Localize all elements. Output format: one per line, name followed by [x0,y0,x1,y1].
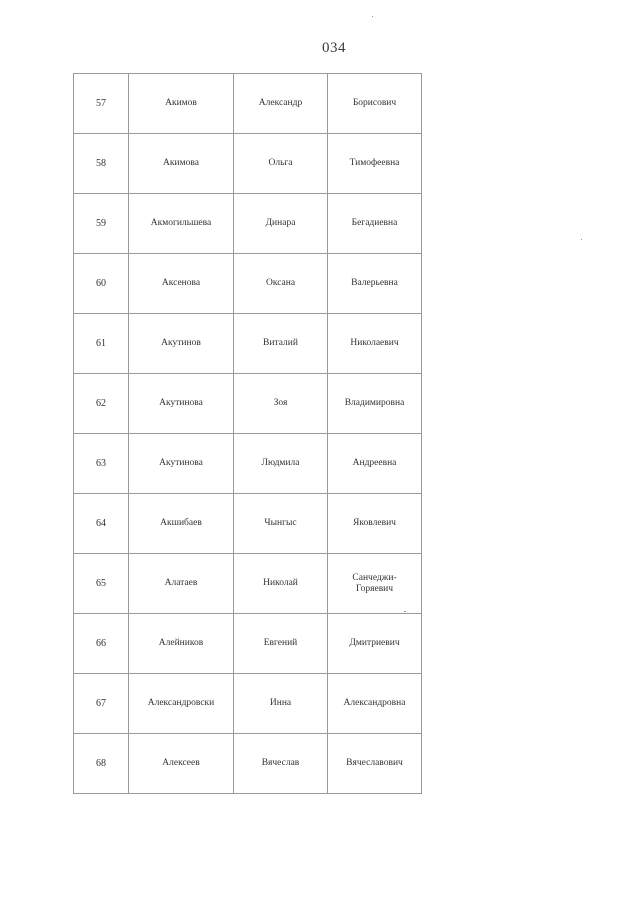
patronymic-cell [328,614,422,674]
first-name-cell [234,194,328,254]
patronymic-cell [328,254,422,314]
patronymic-text: Дмитриевич [349,638,400,648]
last-name-cell [129,674,234,734]
scan-speck [372,16,373,17]
patronymic-cell [328,674,422,734]
table-row [74,254,422,314]
first-name-text: Динара [265,218,296,228]
table-row [74,314,422,374]
table-row [74,194,422,254]
row-number-cell [74,134,129,194]
patronymic-cell [328,134,422,194]
row-number-text: 60 [96,278,106,289]
table-row [74,674,422,734]
row-number-cell [74,74,129,134]
patronymic-cell [328,494,422,554]
table-row [74,134,422,194]
first-name-cell [234,74,328,134]
patronymic-cell [328,374,422,434]
row-number-cell [74,494,129,554]
row-number-text: 63 [96,458,106,469]
last-name-text: Акутинова [159,398,203,408]
last-name-cell [129,314,234,374]
table-row [74,614,422,674]
first-name-text: Ольга [268,158,293,168]
first-name-text: Чынгыс [264,518,297,528]
last-name-cell [129,434,234,494]
patronymic-cell [328,734,422,794]
table-body [74,74,422,794]
last-name-cell [129,74,234,134]
first-name-text: Евгений [263,638,298,648]
row-number-cell [74,554,129,614]
last-name-text: Акимова [163,158,199,168]
first-name-cell [234,734,328,794]
first-name-text: Виталий [263,338,298,348]
patronymic-text: Яковлевич [353,518,396,528]
patronymic-cell [328,434,422,494]
patronymic-text: Тимофеевна [349,158,400,168]
patronymic-text: Андреевна [352,458,397,468]
row-number-text: 64 [96,518,106,529]
patronymic-text: Валерьевна [351,278,398,288]
first-name-cell [234,314,328,374]
first-name-text: Инна [269,698,292,708]
patronymic-text: Николаевич [350,338,399,348]
patronymic-cell [328,554,422,614]
last-name-cell [129,134,234,194]
first-name-text: Зоя [273,398,288,408]
last-name-cell [129,374,234,434]
patronymic-text: Александровна [343,698,406,708]
row-number-cell [74,434,129,494]
first-name-cell [234,614,328,674]
first-name-text: Николай [263,578,298,588]
row-number-cell [74,674,129,734]
page-number: 034 [322,40,346,56]
last-name-cell [129,554,234,614]
table-row [74,374,422,434]
first-name-text: Александр [258,98,303,108]
last-name-text: Аксенова [161,278,201,288]
last-name-text: Акшибаев [160,518,202,528]
table-row [74,74,422,134]
patronymic-cell [328,74,422,134]
last-name-text: Алейников [158,638,204,648]
row-number-text: 57 [96,98,106,109]
patronymic-cell [328,314,422,374]
scan-speck [581,239,582,240]
patronymic-text: Санчеджи-Горяевич [352,572,397,594]
row-number-cell [74,734,129,794]
patronymic-text: Владимировна [344,398,405,408]
first-name-cell [234,554,328,614]
first-name-text: Оксана [265,278,296,288]
row-number-text: 58 [96,158,106,169]
patronymic-text: Бегадиевна [351,218,398,228]
last-name-text: Алексеев [162,758,200,768]
patronymic-cell [328,194,422,254]
row-number-text: 66 [96,638,106,649]
row-number-cell [74,614,129,674]
last-name-cell [129,734,234,794]
first-name-cell [234,134,328,194]
last-name-text: Александровски [147,698,215,708]
table-row [74,554,422,614]
table-row [74,434,422,494]
last-name-text: Алатаев [164,578,198,588]
last-name-text: Акмогильшева [150,218,212,228]
names-table [73,73,422,794]
row-number-cell [74,374,129,434]
patronymic-text: Борисович [352,98,397,108]
row-number-text: 67 [96,698,106,709]
last-name-cell [129,494,234,554]
first-name-cell [234,674,328,734]
row-number-cell [74,254,129,314]
last-name-text: Акимов [165,98,197,108]
last-name-cell [129,194,234,254]
last-name-text: Акутинова [159,458,203,468]
row-number-text: 61 [96,338,106,349]
last-name-cell [129,614,234,674]
first-name-cell [234,254,328,314]
row-number-cell [74,314,129,374]
table-row [74,494,422,554]
row-number-text: 65 [96,578,106,589]
row-number-cell [74,194,129,254]
last-name-cell [129,254,234,314]
row-number-text: 62 [96,398,106,409]
first-name-cell [234,434,328,494]
last-name-text: Акутинов [161,338,201,348]
patronymic-text: Вячеславович [346,758,403,768]
table-row [74,734,422,794]
row-number-text: 68 [96,758,106,769]
first-name-text: Людмила [261,458,300,468]
row-number-text: 59 [96,218,106,229]
first-name-text: Вячеслав [261,758,300,768]
first-name-cell [234,374,328,434]
first-name-cell [234,494,328,554]
